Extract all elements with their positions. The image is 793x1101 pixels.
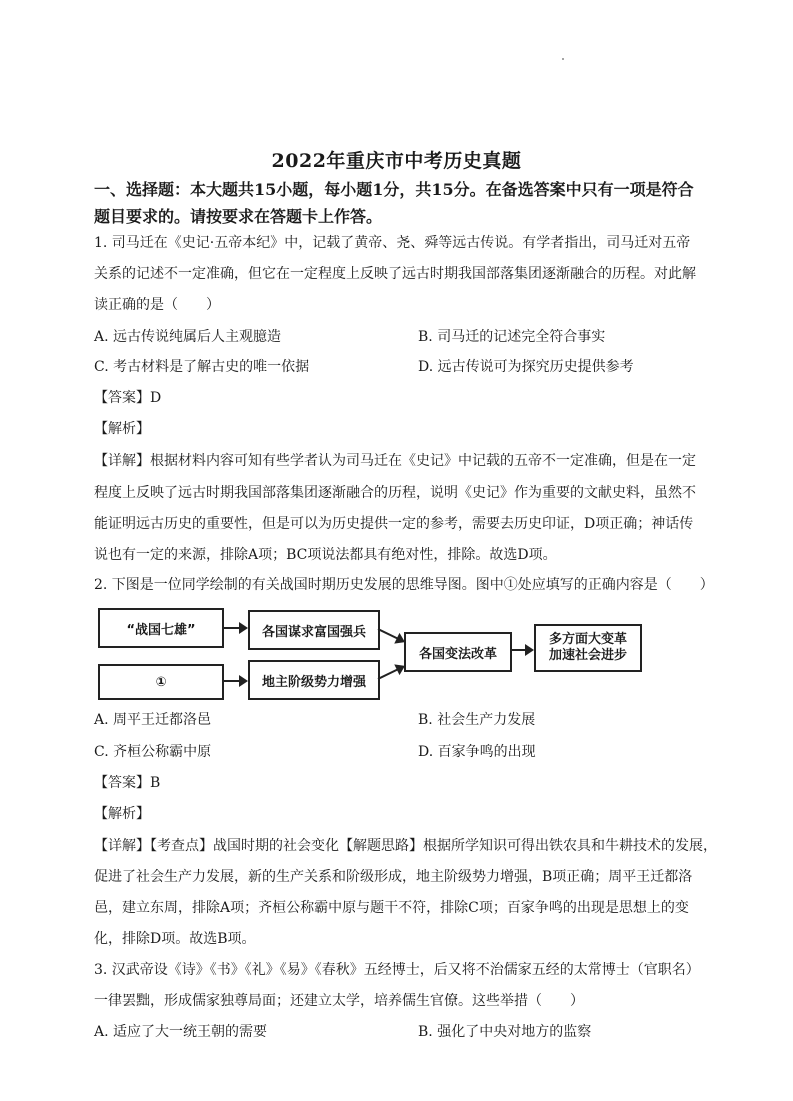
q1-detail-line2: 程度上反映了远古时期我国部落集团逐渐融合的历程，说明《史记》作为重要的文献史料，虽然不 [94,485,696,501]
q1-detail-line4: 说也有一定的来源，排除A项；BC项说法都具有绝对性，排除。故选D项。 [94,547,557,563]
page-title: 2022年重庆市中考历史真题 [271,150,522,172]
q3-option-a: A. 适应了大一统王朝的需要 [94,1024,268,1040]
q1-detail-line1: 【详解】根据材料内容可知有些学者认为司马迁在《史记》中记载的五帝不一定准确，但是在一定 [94,453,696,469]
box-reforms: 各国变法改革 [404,632,512,672]
q3-stem-line1: 3. 汉武帝设《诗》《书》《礼》《易》《春秋》五经博士，后又将不治儒家五经的太常博士（官职名） [94,962,700,978]
box-seek-wealth: 各国谋求富国强兵 [248,610,380,650]
q1-stem-line1: 1. 司马迁在《史记·五帝本纪》中，记载了黄帝、尧、舜等远古传说。有学者指出，司马迁对五帝 [94,235,691,251]
box-great-changes-line2: 加速社会进步 [548,648,627,663]
q3-stem-line2: 一律罢黜，形成儒家独尊局面；还建立太学，培养儒生官僚。这些举措（ ） [94,993,584,1009]
box-landlord-class: 地主阶级势力增强 [248,660,380,700]
q2-analysis-label: 【解析】 [94,806,150,822]
scan-dot [562,58,564,60]
q1-stem-line2: 关系的记述不一定准确，但它在一定程度上反映了远古时期我国部落集团逐渐融合的历程。对此解 [94,266,696,282]
q2-option-b: B. 社会生产力发展 [418,712,536,728]
arrow-1 [222,627,246,629]
q2-detail-line4: 化，排除D项。故选B项。 [94,931,256,947]
arrow-3 [378,628,404,642]
q1-option-d: D. 远古传说可为探究历史提供参考 [418,359,634,375]
mind-map-diagram [98,606,658,702]
q1-stem-line3: 读正确的是（ ） [94,297,220,313]
section-heading-line2: 题目要求的。请按要求在答题卡上作答。 [94,207,383,226]
box-great-changes-line1: 多方面大变革 [548,632,627,647]
q2-detail-line2: 促进了社会生产力发展，新的生产关系和阶级形成，地主阶级势力增强，B项正确；周平王迁都洛 [94,869,693,885]
q1-detail-line3: 能证明远古历史的重要性，但是可以为历史提供一定的参考，需要去历史印证，D项正确；神话传 [94,516,694,532]
arrow-2 [222,680,246,682]
q2-option-d: D. 百家争鸣的出现 [418,744,536,760]
q2-answer: 【答案】B [94,775,161,791]
box-seven-states: “战国七雄” [98,608,224,648]
section-heading-line1: 一、选择题：本大题共15小题，每小题1分，共15分。在备选答案中只有一项是符合 [94,180,694,199]
arrow-5 [510,649,532,651]
box-great-changes [534,624,642,672]
q1-answer: 【答案】D [94,390,162,406]
q2-detail-line1: 【详解】【考查点】战国时期的社会变化【解题思路】根据所学知识可得出铁农具和牛耕技术的发展， [94,838,717,854]
q2-option-a: A. 周平王迁都洛邑 [94,712,212,728]
q2-option-c: C. 齐桓公称霸中原 [94,744,212,760]
q1-analysis-label: 【解析】 [94,421,150,437]
q2-detail-line3: 邑，建立东周，排除A项；齐桓公称霸中原与题干不符，排除C项；百家争鸣的出现是思想上的变 [94,900,689,916]
arrow-4 [378,666,404,680]
q3-option-b: B. 强化了中央对地方的监察 [418,1024,592,1040]
q1-option-a: A. 远古传说纯属后人主观臆造 [94,329,282,345]
q1-option-b: B. 司马迁的记述完全符合事实 [418,329,606,345]
box-blank-1: ① [98,664,224,700]
q2-stem: 2. 下图是一位同学绘制的有关战国时期历史发展的思维导图。图中①处应填写的正确内容是（ ） [94,577,714,593]
q1-option-c: C. 考古材料是了解古史的唯一依据 [94,359,310,375]
